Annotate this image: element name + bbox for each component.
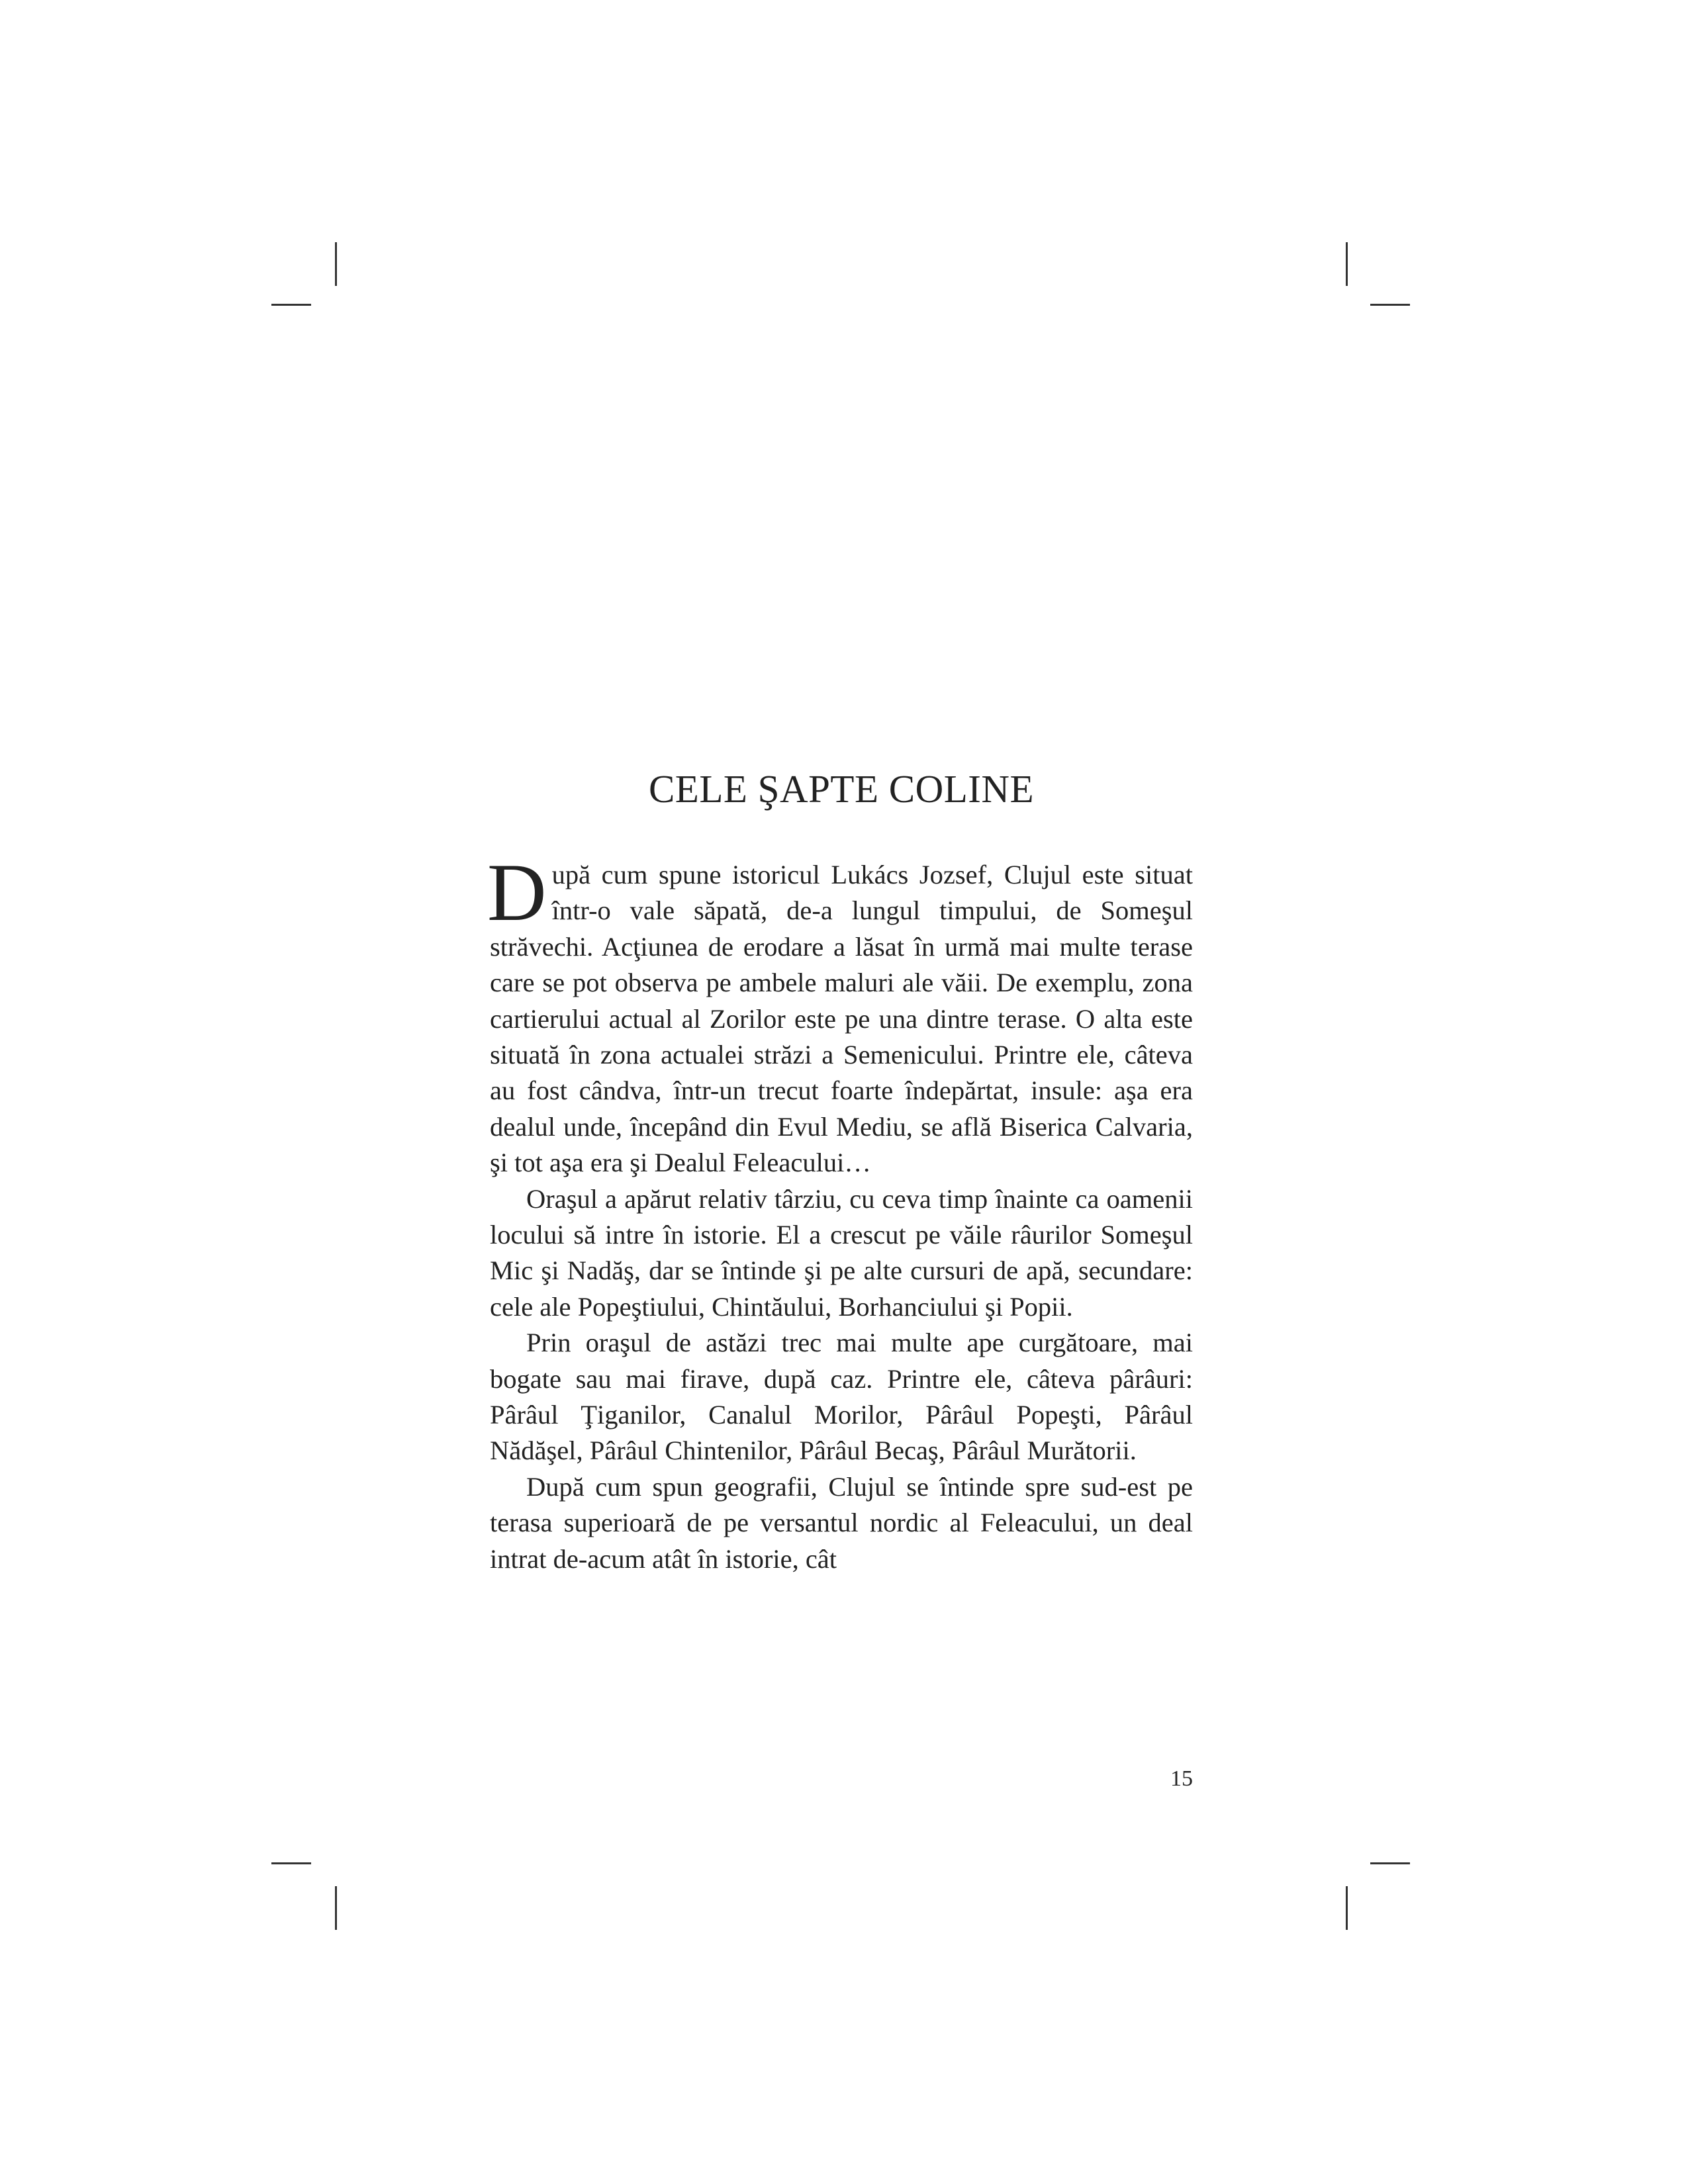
paragraph-1 xyxy=(487,846,1193,1181)
chapter-title: CELE ŞAPTE COLINE xyxy=(648,767,1035,811)
chapter-text-block xyxy=(487,767,1193,1577)
paragraph-1-text: upă cum spune istoricul Lukács Jozsef, Clujul este situat într-o vale săpată, de-a lungul timpului, de Someşul străvechi. Acţiunea de erodare a lăsat în urmă mai multe terase care se pot observa pe ambele maluri ale văii. De exemplu, zona cartierului actual al Zorilor este pe una dintre terase. O alta este situată în zona actualei străzi a Semenicului. Printre ele, câteva au fost cândva, într-un trecut foarte îndepărtat, insule: aşa era dealul unde, începând din Evul Mediu, se află Biserica Calvaria, şi tot aşa era şi Dealul Feleacului… xyxy=(490,859,1193,1178)
crop-mark-bottom-left-horizontal xyxy=(271,1862,311,1864)
paragraph-4: După cum spun geografii, Clujul se întinde spre sud-est pe terasa superioară de pe versantul nordic al Feleacului, un deal intrat de-acum atât în istorie, cât xyxy=(490,1471,1193,1574)
crop-mark-top-right-vertical xyxy=(1346,242,1348,286)
page-number: 15 xyxy=(1170,1766,1193,1791)
crop-mark-bottom-right-vertical xyxy=(1346,1886,1348,1930)
paragraph-3: Prin oraşul de astăzi trec mai multe ape curgătoare, mai bogate sau mai firave, după caz. Printre ele, câteva pârâuri: Pârâul Ţiganilor, Canalul Morilor, Pârâul Popeşti, Pârâul Nădăşel, Pârâul Chintenilor, Pârâul Becaş, Pârâul Murătorii. xyxy=(490,1328,1193,1466)
crop-mark-top-right-horizontal xyxy=(1370,304,1410,306)
crop-mark-bottom-right-horizontal xyxy=(1370,1862,1410,1864)
crop-mark-top-left-horizontal xyxy=(271,304,311,306)
drop-cap: D xyxy=(487,846,547,938)
crop-mark-top-left-vertical xyxy=(335,242,337,286)
crop-mark-bottom-left-vertical xyxy=(335,1886,337,1930)
paragraph-2: Oraşul a apărut relativ târziu, cu ceva timp înainte ca oamenii locului să intre în istorie. El a crescut pe văile râurilor Someşul Mic şi Nadăş, dar se întinde şi pe alte cursuri de apă, secundare: cele ale Popeştiului, Chintăului, Borhanciului şi Popii. xyxy=(490,1183,1193,1322)
